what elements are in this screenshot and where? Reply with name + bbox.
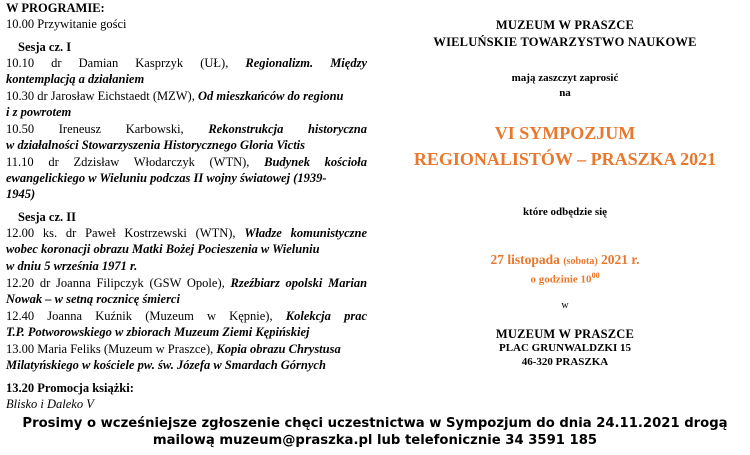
item-speaker: 11.10 dr Zdzisław Włodarczyk (WTN), bbox=[6, 155, 250, 169]
item-title: Rekonstrukcja historyczna bbox=[208, 122, 367, 136]
invite-text: mają zaszczyt zaprosić bbox=[511, 72, 619, 84]
event-time bbox=[380, 271, 750, 286]
item-title: Władze komunistyczne bbox=[244, 226, 367, 240]
registration-note-line2: mailową muzeum@praszka.pl lub telefonicznie 34 3591 185 bbox=[152, 433, 598, 448]
item-title-cont: T.P. Potworowskiego w zbiorach Muzeum Ziemi Kępińskiej bbox=[6, 325, 310, 339]
event-time-sup: 00 bbox=[591, 271, 600, 280]
item-speaker: 12.40 Joanna Kuźnik (Muzeum w Kępnie), bbox=[6, 309, 273, 323]
event-which: które odbędzie się bbox=[522, 206, 608, 218]
session2-item-2 bbox=[6, 275, 367, 291]
registration-note-line1: Prosimy o wcześniejsze zgłoszenie chęci uczestnictwa w Sympozjum do dnia 24.11.2021 drogą bbox=[22, 416, 728, 431]
session2-item-3 bbox=[6, 308, 367, 324]
item-title-cont: ewangelickiego w Wieluniu podczas II wojny światowej (1939- bbox=[6, 171, 327, 185]
event-title-line1: VI SYMPOZJUM bbox=[494, 123, 636, 143]
session1-item-3 bbox=[6, 121, 367, 137]
item-title-cont: w dniu 5 września 1971 r. bbox=[6, 259, 138, 273]
item-title-cont: i z powrotem bbox=[6, 105, 72, 119]
item-title-cont: 1945) bbox=[6, 187, 36, 201]
item-speaker: 12.00 ks. dr Paweł Kostrzewski (WTN), bbox=[6, 226, 236, 240]
item-speaker: 10.10 dr Damian Kasprzyk (UŁ), bbox=[6, 56, 229, 70]
item-speaker: 10.50 Ireneusz Karbowski, bbox=[6, 122, 184, 136]
event-title-line2: REGIONALISTÓW – PRASZKA 2021 bbox=[413, 149, 717, 169]
book-promo-label: 13.20 Promocja książki: bbox=[6, 381, 134, 395]
invite-to: na bbox=[559, 87, 571, 99]
welcome-item: 10.00 Przywitanie gości bbox=[6, 17, 127, 31]
item-title: Regionalizm. Między bbox=[245, 56, 367, 70]
item-title-cont: Nowak – w setną rocznicę śmierci bbox=[6, 292, 180, 306]
venue-name: MUZEUM W PRASZCE bbox=[495, 327, 635, 341]
event-date-weekday: (sobota) bbox=[563, 256, 598, 267]
item-title-cont: wobec koronacji obrazu Matki Bożej Pocieszenia w Wieluniu bbox=[6, 242, 320, 256]
item-title-cont: Milatyńskiego w kościele pw. św. Józefa w Smardach Górnych bbox=[6, 358, 326, 372]
event-date-year: 2021 r. bbox=[601, 252, 640, 267]
item-title: Rzeźbiarz opolski Marian bbox=[230, 276, 368, 290]
item-title-cont: kontemplacją a działaniem bbox=[6, 72, 145, 86]
item-speaker: 12.20 dr Joanna Filipczyk (GSW Opole), bbox=[6, 276, 225, 290]
item-speaker: 10.30 dr Jarosław Eichstaedt (MZW), bbox=[6, 89, 195, 103]
session1-item-1 bbox=[6, 55, 367, 71]
event-date bbox=[380, 252, 750, 268]
venue-city: 46-320 PRASZKA bbox=[521, 356, 609, 368]
book-title: Blisko i Daleko V bbox=[6, 397, 94, 411]
event-time-prefix: o godzinie 10 bbox=[530, 273, 592, 286]
session1-item-4 bbox=[6, 154, 367, 170]
session1-title: Sesja cz. I bbox=[18, 40, 72, 54]
item-title: Budynek kościoła bbox=[264, 155, 368, 169]
program-heading: W PROGRAMIE: bbox=[6, 1, 105, 15]
item-title-cont: w działalności Stowarzyszenia Historycznego Gloria Victis bbox=[6, 138, 305, 152]
session1-item-2 bbox=[6, 88, 367, 104]
item-title: Od mieszkańców do regionu bbox=[197, 89, 344, 103]
organizer-society: WIELUŃSKIE TOWARZYSTWO NAUKOWE bbox=[433, 35, 697, 49]
session2-title: Sesja cz. II bbox=[18, 210, 76, 224]
venue-street: PLAC GRUNWALDZKI 15 bbox=[498, 342, 631, 354]
event-date-day: 27 listopada bbox=[490, 252, 560, 267]
registration-note bbox=[0, 415, 750, 449]
item-title: Kopia obrazu Chrystusa bbox=[216, 342, 341, 356]
session2-item-1 bbox=[6, 225, 367, 241]
item-speaker: 13.00 Maria Feliks (Muzeum w Praszce), bbox=[6, 342, 214, 356]
venue-in: w bbox=[561, 300, 569, 311]
item-title: Kolekcja prac bbox=[285, 309, 367, 323]
organizer-museum: MUZEUM W PRASZCE bbox=[495, 18, 635, 32]
session2-item-4 bbox=[6, 341, 367, 357]
